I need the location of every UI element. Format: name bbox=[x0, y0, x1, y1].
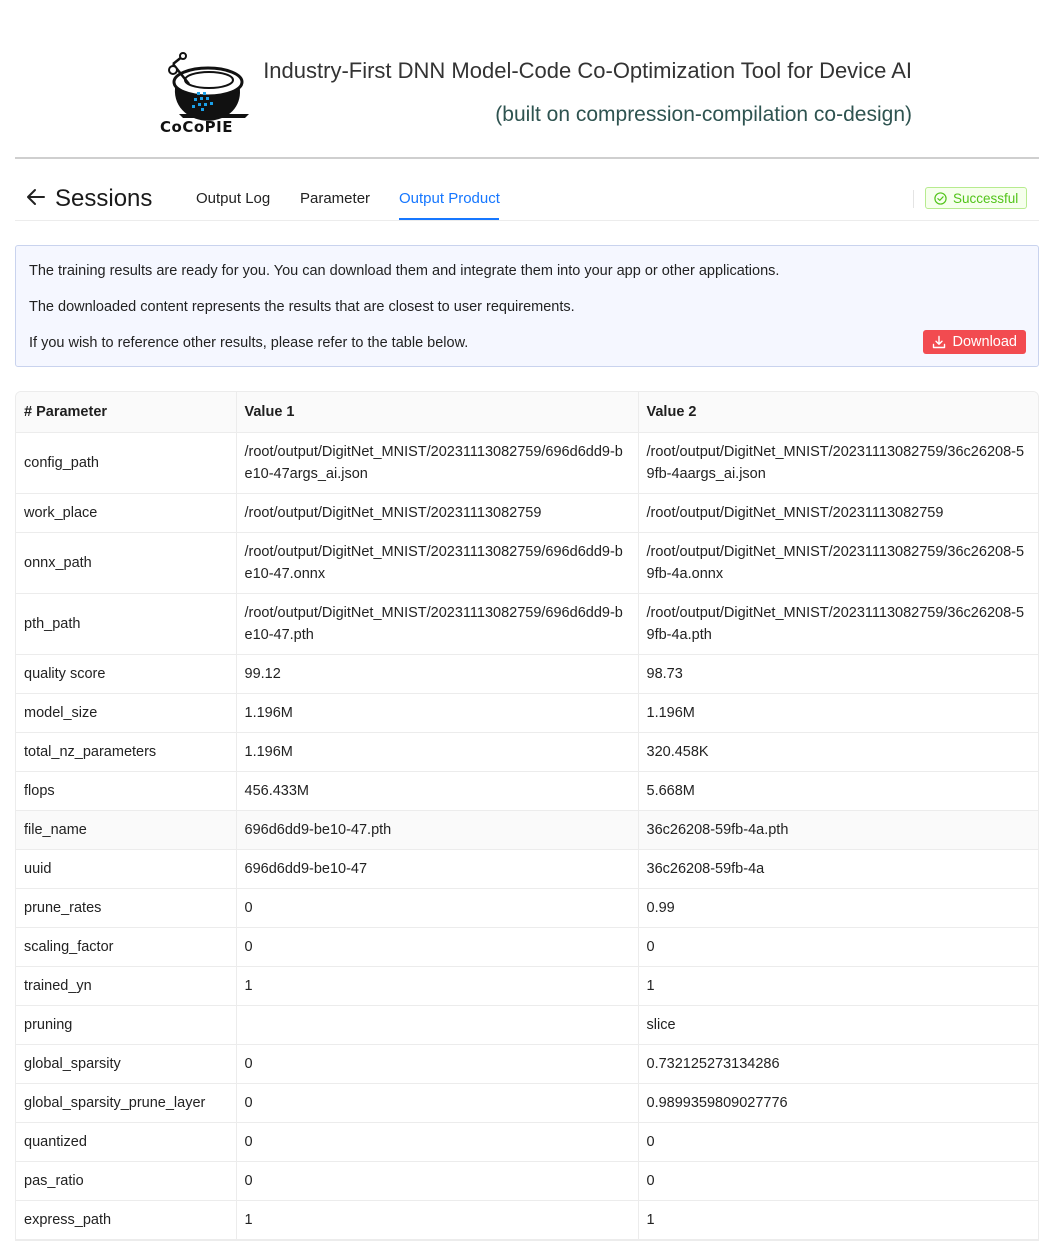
table-cell: 0 bbox=[236, 888, 638, 927]
table-row bbox=[16, 849, 1039, 888]
table-cell: quantized bbox=[16, 1122, 236, 1161]
table-row bbox=[16, 1200, 1039, 1239]
table-cell: /root/output/DigitNet_MNIST/20231113082759/696d6dd9-be10-47args_ai.json bbox=[236, 432, 638, 493]
column-header: # Parameter bbox=[16, 392, 236, 432]
info-line-2: The downloaded content represents the results that are closest to user requirements. bbox=[29, 299, 575, 315]
info-line-3: If you wish to reference other results, please refer to the table below. bbox=[29, 335, 469, 351]
table-cell: 1 bbox=[236, 1200, 638, 1239]
table-cell: 0.99 bbox=[638, 888, 1039, 927]
table-cell: 696d6dd9-be10-47 bbox=[236, 849, 638, 888]
table-row bbox=[16, 532, 1039, 593]
table-cell: onnx_path bbox=[16, 532, 236, 593]
tab-parameter[interactable]: Parameter bbox=[300, 190, 371, 207]
tab-output-product[interactable]: Output Product bbox=[399, 190, 500, 207]
table-cell: prune_rates bbox=[16, 888, 236, 927]
table-cell: 1.196M bbox=[638, 693, 1039, 732]
table-cell: 0.732125273134286 bbox=[638, 1044, 1039, 1083]
table-row bbox=[16, 493, 1039, 532]
active-tab-indicator bbox=[399, 218, 499, 220]
info-line-1: The training results are ready for you. You can download them and integrate them into your app or other applications. bbox=[29, 263, 780, 279]
table-row bbox=[16, 1044, 1039, 1083]
sessions-bar bbox=[15, 176, 1039, 221]
status-divider bbox=[913, 190, 914, 208]
table-cell: 456.433M bbox=[236, 771, 638, 810]
table-cell: quality score bbox=[16, 654, 236, 693]
table-cell: trained_yn bbox=[16, 966, 236, 1005]
table-cell: 0 bbox=[638, 1122, 1039, 1161]
table-row bbox=[16, 654, 1039, 693]
table-cell: config_path bbox=[16, 432, 236, 493]
status-badge bbox=[925, 187, 1027, 209]
app-header bbox=[15, 0, 1039, 159]
column-header: Value 1 bbox=[236, 392, 638, 432]
table-cell: /root/output/DigitNet_MNIST/20231113082759 bbox=[236, 493, 638, 532]
check-circle-icon bbox=[934, 192, 947, 205]
tab-output-log[interactable]: Output Log bbox=[196, 190, 271, 207]
back-arrow-icon[interactable] bbox=[25, 186, 47, 208]
table-cell: express_path bbox=[16, 1200, 236, 1239]
table-row bbox=[16, 1161, 1039, 1200]
results-info-box bbox=[15, 245, 1039, 367]
table-cell: 0 bbox=[236, 1161, 638, 1200]
app-subtitle: (built on compression-compilation co-design) bbox=[495, 103, 912, 126]
table-cell: /root/output/DigitNet_MNIST/20231113082759/696d6dd9-be10-47.onnx bbox=[236, 532, 638, 593]
table-row bbox=[16, 771, 1039, 810]
table-cell: 0 bbox=[638, 1161, 1039, 1200]
table-cell: 36c26208-59fb-4a bbox=[638, 849, 1039, 888]
table-cell: 1 bbox=[638, 966, 1039, 1005]
table-cell: 1 bbox=[236, 966, 638, 1005]
table-cell: 99.12 bbox=[236, 654, 638, 693]
table-row bbox=[16, 966, 1039, 1005]
table-cell: 0 bbox=[236, 1044, 638, 1083]
table-cell: 0 bbox=[638, 927, 1039, 966]
table-row bbox=[16, 1083, 1039, 1122]
table-row bbox=[16, 1005, 1039, 1044]
table-cell: /root/output/DigitNet_MNIST/20231113082759/36c26208-59fb-4aargs_ai.json bbox=[638, 432, 1039, 493]
table-cell: uuid bbox=[16, 849, 236, 888]
table-cell: pas_ratio bbox=[16, 1161, 236, 1200]
table-row bbox=[16, 1122, 1039, 1161]
table-cell: file_name bbox=[16, 810, 236, 849]
table-cell: pth_path bbox=[16, 593, 236, 654]
page-title: Sessions bbox=[55, 185, 153, 212]
app-title: Industry-First DNN Model-Code Co-Optimization Tool for Device AI bbox=[263, 58, 912, 83]
table-row bbox=[16, 888, 1039, 927]
table-row bbox=[16, 593, 1039, 654]
table-cell: 0 bbox=[236, 1083, 638, 1122]
table-cell: global_sparsity bbox=[16, 1044, 236, 1083]
table-cell: model_size bbox=[16, 693, 236, 732]
table-cell: /root/output/DigitNet_MNIST/20231113082759/36c26208-59fb-4a.onnx bbox=[638, 532, 1039, 593]
table-cell bbox=[236, 1005, 638, 1044]
table-row bbox=[16, 432, 1039, 493]
table-cell: 1.196M bbox=[236, 693, 638, 732]
table-header-row bbox=[16, 392, 1039, 432]
logo-text: CoCoPIE bbox=[160, 118, 233, 136]
table-cell: 1 bbox=[638, 1200, 1039, 1239]
table-cell: 320.458K bbox=[638, 732, 1039, 771]
table-cell: flops bbox=[16, 771, 236, 810]
download-icon bbox=[932, 335, 946, 349]
table-cell: total_nz_parameters bbox=[16, 732, 236, 771]
table-cell: 0.9899359809027776 bbox=[638, 1083, 1039, 1122]
table-cell: global_sparsity_prune_layer bbox=[16, 1083, 236, 1122]
table-cell: 0 bbox=[236, 1122, 638, 1161]
table-cell: /root/output/DigitNet_MNIST/20231113082759/36c26208-59fb-4a.pth bbox=[638, 593, 1039, 654]
table-cell: 0 bbox=[236, 927, 638, 966]
table-cell: pruning bbox=[16, 1005, 236, 1044]
table-row bbox=[16, 732, 1039, 771]
download-button[interactable] bbox=[923, 330, 1027, 354]
table-cell: work_place bbox=[16, 493, 236, 532]
table-cell: 696d6dd9-be10-47.pth bbox=[236, 810, 638, 849]
table-cell: slice bbox=[638, 1005, 1039, 1044]
status-text: Successful bbox=[953, 190, 1019, 206]
column-header: Value 2 bbox=[638, 392, 1039, 432]
table-row bbox=[16, 927, 1039, 966]
table-cell: /root/output/DigitNet_MNIST/20231113082759 bbox=[638, 493, 1039, 532]
parameter-table bbox=[15, 391, 1039, 1241]
table-cell: 1.196M bbox=[236, 732, 638, 771]
table-cell: scaling_factor bbox=[16, 927, 236, 966]
table-cell: 5.668M bbox=[638, 771, 1039, 810]
table-row bbox=[16, 810, 1039, 849]
download-label: Download bbox=[952, 334, 1017, 350]
table-cell: 98.73 bbox=[638, 654, 1039, 693]
table-row bbox=[16, 693, 1039, 732]
table-cell: /root/output/DigitNet_MNIST/20231113082759/696d6dd9-be10-47.pth bbox=[236, 593, 638, 654]
table-cell: 36c26208-59fb-4a.pth bbox=[638, 810, 1039, 849]
